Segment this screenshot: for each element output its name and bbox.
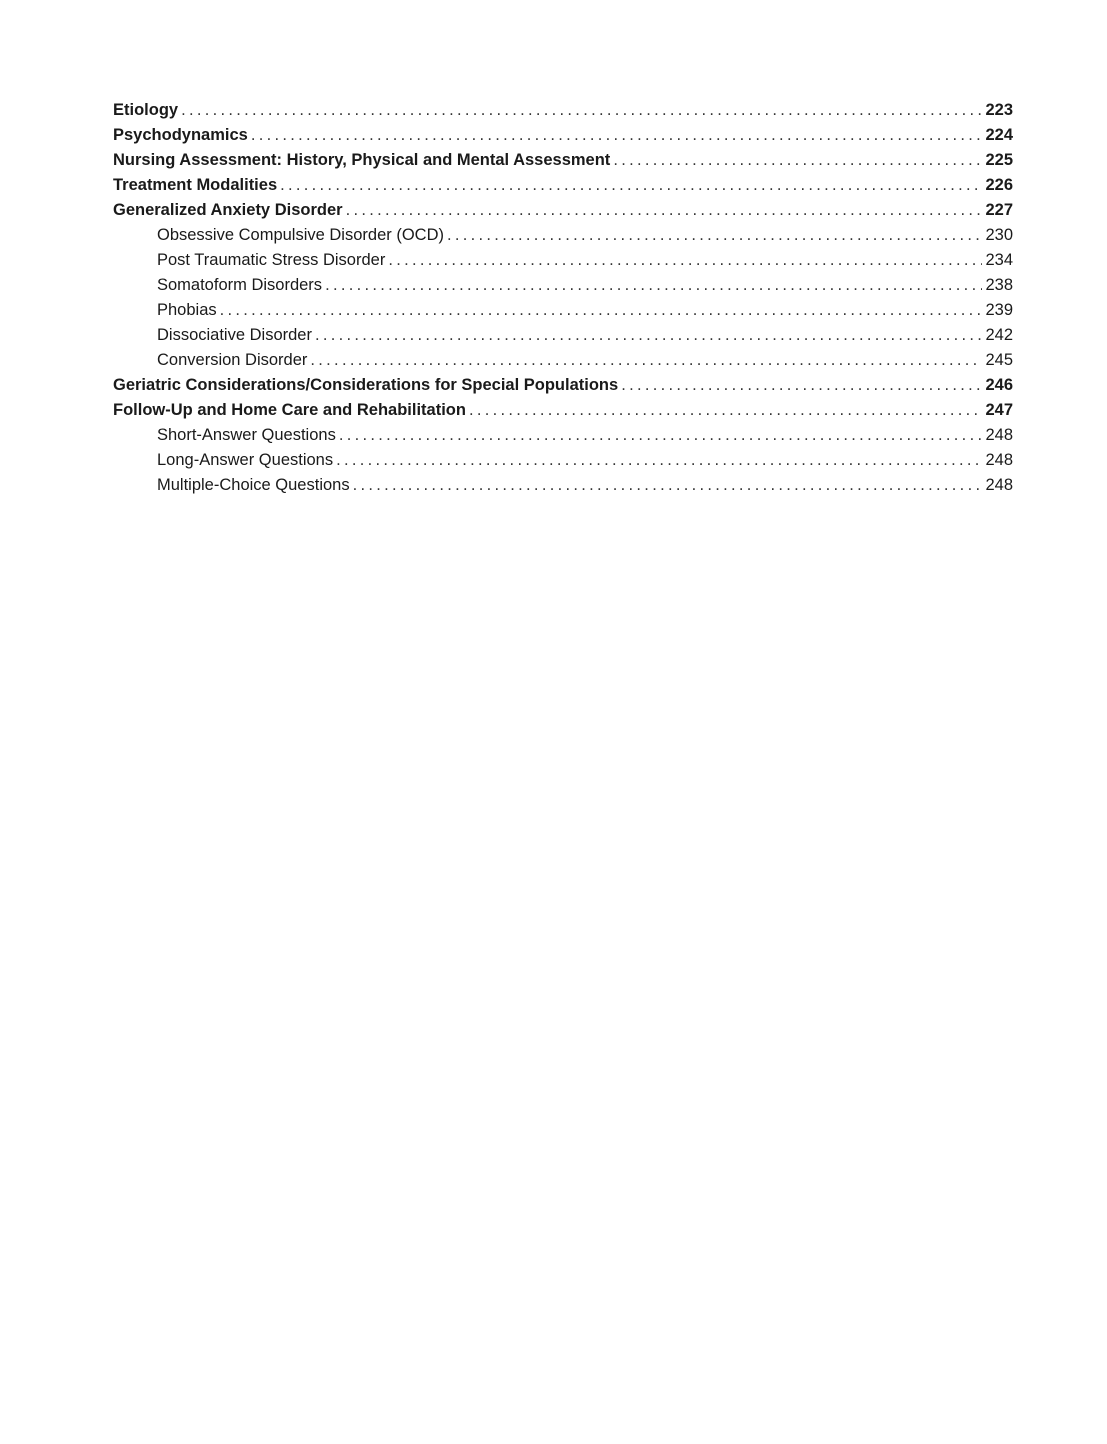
dot-leader <box>280 173 982 198</box>
toc-entry-title: Somatoform Disorders <box>157 276 323 294</box>
dot-leader <box>346 198 983 223</box>
toc-entry-title: Follow-Up and Home Care and Rehabilitation <box>113 401 466 419</box>
dot-leader <box>251 123 983 148</box>
toc-entry-page: 248 <box>985 426 1013 444</box>
toc-entry-title: Conversion Disorder <box>157 351 308 369</box>
toc-entry-title: Nursing Assessment: History, Physical and Mental Assessment <box>113 151 611 169</box>
dot-leader <box>621 373 982 398</box>
toc-entry-page: 223 <box>985 101 1013 119</box>
toc-entry-page: 239 <box>985 301 1013 319</box>
toc-entry-geriatric-considerations[interactable] <box>113 373 1013 398</box>
toc-entry-title: Post Traumatic Stress Disorder <box>157 251 386 269</box>
toc-entry-dissociative-disorder[interactable] <box>113 323 1013 348</box>
toc-entry-title: Phobias <box>157 301 217 319</box>
toc-entry-page: 242 <box>985 326 1013 344</box>
toc-entry-nursing-assessment[interactable] <box>113 148 1013 173</box>
toc-entry-etiology[interactable] <box>113 98 1013 123</box>
toc-entry-page: 227 <box>985 201 1013 219</box>
table-of-contents <box>113 98 1013 498</box>
toc-entry-title: Generalized Anxiety Disorder <box>113 201 343 219</box>
toc-entry-title: Short-Answer Questions <box>157 426 336 444</box>
toc-entry-page: 234 <box>985 251 1013 269</box>
dot-leader <box>310 348 982 373</box>
toc-entry-title: Obsessive Compulsive Disorder (OCD) <box>157 226 444 244</box>
toc-entry-treatment-modalities[interactable] <box>113 173 1013 198</box>
dot-leader <box>469 398 983 423</box>
toc-entry-page: 238 <box>985 276 1013 294</box>
toc-entry-title: Long-Answer Questions <box>157 451 334 469</box>
toc-entry-page: 247 <box>985 401 1013 419</box>
toc-entry-ocd[interactable] <box>113 223 1013 248</box>
toc-entry-somatoform-disorders[interactable] <box>113 273 1013 298</box>
toc-entry-title: Geriatric Considerations/Considerations for Special Populations <box>113 376 619 394</box>
toc-entry-title: Psychodynamics <box>113 126 248 144</box>
toc-entry-psychodynamics[interactable] <box>113 123 1013 148</box>
dot-leader <box>181 98 982 123</box>
dot-leader <box>353 473 983 498</box>
toc-entry-page: 248 <box>985 476 1013 494</box>
toc-entry-page: 245 <box>985 351 1013 369</box>
toc-entry-page: 248 <box>985 451 1013 469</box>
toc-entry-title: Etiology <box>113 101 179 119</box>
toc-entry-page: 230 <box>985 226 1013 244</box>
dot-leader <box>388 248 982 273</box>
dot-leader <box>325 273 982 298</box>
toc-entry-follow-up-home-care[interactable] <box>113 398 1013 423</box>
toc-entry-ptsd[interactable] <box>113 248 1013 273</box>
toc-entry-page: 246 <box>985 376 1013 394</box>
toc-entry-title: Multiple-Choice Questions <box>157 476 350 494</box>
dot-leader <box>315 323 983 348</box>
toc-entry-title: Dissociative Disorder <box>157 326 312 344</box>
toc-entry-long-answer-questions[interactable] <box>113 448 1013 473</box>
dot-leader <box>613 148 982 173</box>
toc-entry-conversion-disorder[interactable] <box>113 348 1013 373</box>
toc-entry-short-answer-questions[interactable] <box>113 423 1013 448</box>
dot-leader <box>220 298 983 323</box>
toc-entry-page: 224 <box>985 126 1013 144</box>
toc-entry-multiple-choice-questions[interactable] <box>113 473 1013 498</box>
dot-leader <box>447 223 982 248</box>
toc-entry-title: Treatment Modalities <box>113 176 278 194</box>
toc-entry-phobias[interactable] <box>113 298 1013 323</box>
toc-entry-page: 225 <box>985 151 1013 169</box>
dot-leader <box>336 448 982 473</box>
toc-entry-generalized-anxiety-disorder[interactable] <box>113 198 1013 223</box>
toc-entry-page: 226 <box>985 176 1013 194</box>
dot-leader <box>339 423 983 448</box>
